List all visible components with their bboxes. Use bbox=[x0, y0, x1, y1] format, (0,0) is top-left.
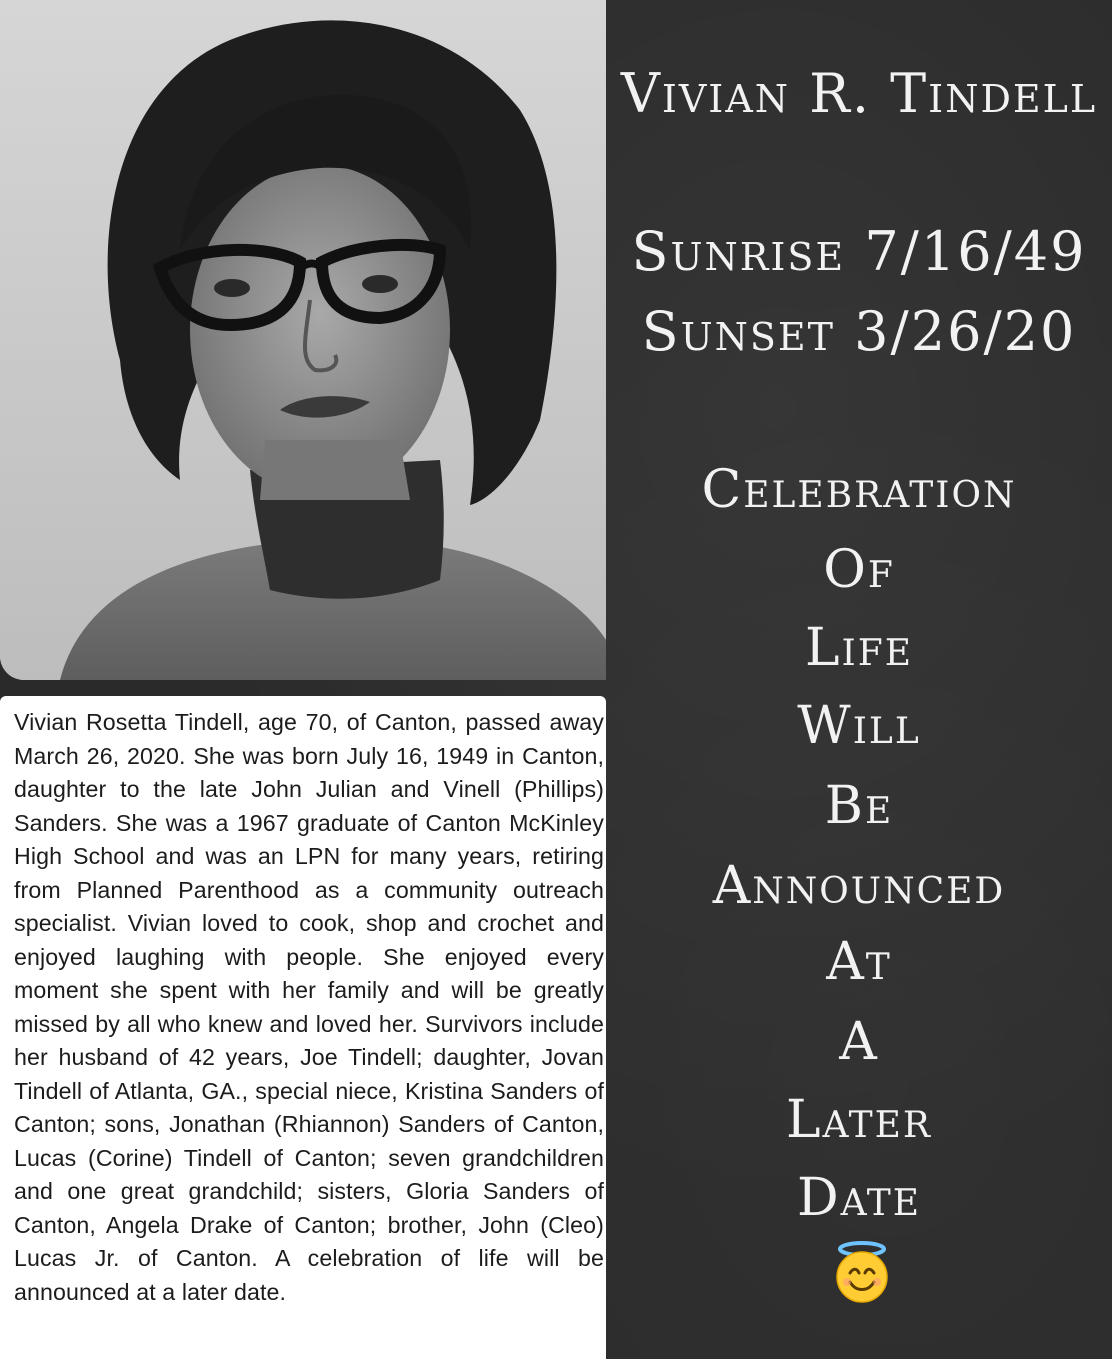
announcement-word: A bbox=[839, 1012, 879, 1072]
announcement-panel bbox=[606, 0, 1112, 1359]
sunset-date: Sunset 3/26/20 bbox=[641, 300, 1077, 363]
angel-face-icon bbox=[830, 1240, 894, 1304]
announcement-word: At bbox=[826, 932, 892, 992]
announcement-word: Be bbox=[824, 776, 894, 836]
announcement-word: Of bbox=[823, 540, 895, 600]
deceased-name: Vivian R. Tindell bbox=[620, 62, 1098, 125]
announcement-word: Announced bbox=[712, 856, 1006, 916]
announcement-word: Life bbox=[804, 618, 913, 678]
sunrise-date: Sunrise 7/16/49 bbox=[631, 220, 1087, 283]
announcement-word: Date bbox=[796, 1168, 921, 1228]
obituary-box bbox=[0, 696, 606, 1359]
obituary-text: Vivian Rosetta Tindell, age 70, of Canton, passed away March 26, 2020. She was born July 16, 1949 in Canton, daughter to the late John Julian and Vinell (Phillips) Sanders. She was a 1967 graduate of Canton McKinley High School and was an LPN for many years, retiring from Planned Parenthood as a community outreach specialist. Vivian loved to cook, shop and crochet and enjoyed laughing with people. She enjoyed every moment she spent with her family and will be greatly missed by all who knew and loved her. Survivors include her husband of 42 years, Joe Tindell; daughter, Jovan Tindell of Atlanta, GA., special niece, Kristina Sanders of Canton; sons, Jonathan (Rhiannon) Sanders of Canton, Lucas (Corine) Tindell of Canton; seven grandchildren and one great grandchild; sisters, Gloria Sanders of Canton, Angela Drake of Canton; brother, John (Cleo) Lucas Jr. of Canton. A celebration of life will be announced at a later date. bbox=[14, 709, 604, 1305]
announcement-word: Celebration bbox=[701, 460, 1017, 520]
announcement-word: Later bbox=[786, 1090, 932, 1150]
portrait-photo bbox=[0, 0, 606, 680]
announcement-word: Will bbox=[797, 696, 921, 756]
